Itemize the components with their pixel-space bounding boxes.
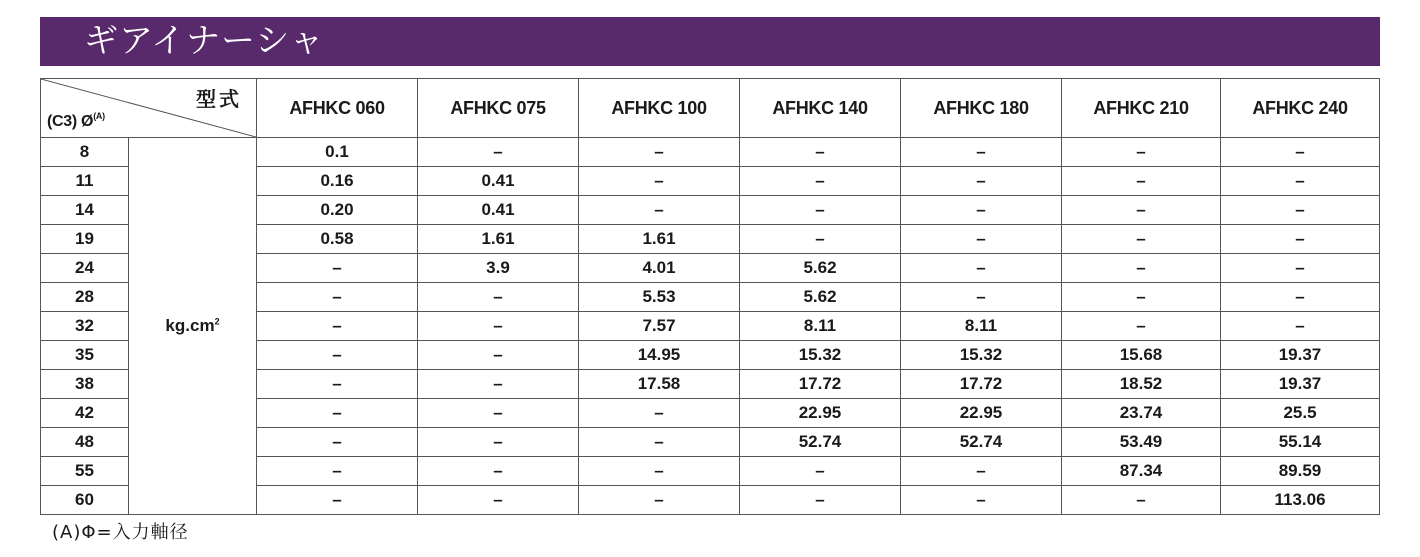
gear-inertia-table <box>40 78 1380 515</box>
shaft-diameter-cell: 60 <box>41 486 129 515</box>
inertia-value-cell: – <box>1062 283 1221 312</box>
inertia-value-cell: 53.49 <box>1062 428 1221 457</box>
inertia-value-cell: – <box>418 486 579 515</box>
inertia-value-cell: 3.9 <box>418 254 579 283</box>
inertia-value-cell: 0.41 <box>418 167 579 196</box>
inertia-value-cell: 19.37 <box>1221 370 1380 399</box>
shaft-diameter-cell: 19 <box>41 225 129 254</box>
inertia-value-cell: – <box>1062 196 1221 225</box>
inertia-value-cell: 15.32 <box>901 341 1062 370</box>
inertia-value-cell: – <box>901 457 1062 486</box>
shaft-diameter-cell: 24 <box>41 254 129 283</box>
shaft-diameter-label <box>47 111 105 131</box>
inertia-value-cell: – <box>257 457 418 486</box>
header-row <box>41 79 1380 138</box>
inertia-value-cell: – <box>1221 283 1380 312</box>
inertia-value-cell: – <box>418 312 579 341</box>
inertia-value-cell: – <box>1062 312 1221 341</box>
inertia-value-cell: – <box>1062 486 1221 515</box>
inertia-value-cell: – <box>901 196 1062 225</box>
inertia-value-cell: – <box>257 254 418 283</box>
inertia-value-cell: – <box>1221 196 1380 225</box>
inertia-value-cell: 5.62 <box>740 283 901 312</box>
inertia-value-cell: – <box>257 283 418 312</box>
inertia-value-cell: – <box>418 399 579 428</box>
inertia-value-cell: 0.58 <box>257 225 418 254</box>
inertia-value-cell: 89.59 <box>1221 457 1380 486</box>
model-header: AFHKC 060 <box>257 79 418 138</box>
inertia-value-cell: 22.95 <box>901 399 1062 428</box>
shaft-diameter-cell: 14 <box>41 196 129 225</box>
inertia-value-cell: – <box>579 196 740 225</box>
shaft-diameter-cell: 11 <box>41 167 129 196</box>
inertia-value-cell: – <box>257 486 418 515</box>
inertia-value-cell: – <box>740 196 901 225</box>
inertia-value-cell: – <box>1221 167 1380 196</box>
inertia-value-cell: 52.74 <box>901 428 1062 457</box>
inertia-value-cell: 23.74 <box>1062 399 1221 428</box>
table-row <box>41 138 1380 167</box>
inertia-value-cell: – <box>901 225 1062 254</box>
inertia-value-cell: – <box>1221 312 1380 341</box>
inertia-value-cell: – <box>257 428 418 457</box>
inertia-value-cell: – <box>1062 254 1221 283</box>
inertia-value-cell: – <box>579 167 740 196</box>
inertia-value-cell: 15.32 <box>740 341 901 370</box>
inertia-value-cell: 14.95 <box>579 341 740 370</box>
title-bar <box>40 17 1380 66</box>
inertia-value-cell: 5.53 <box>579 283 740 312</box>
inertia-value-cell: 7.57 <box>579 312 740 341</box>
inertia-value-cell: – <box>418 341 579 370</box>
inertia-value-cell: 8.11 <box>740 312 901 341</box>
inertia-value-cell: 0.41 <box>418 196 579 225</box>
shaft-diameter-text: (C3) Ø <box>47 113 94 130</box>
inertia-value-cell: 52.74 <box>740 428 901 457</box>
shaft-diameter-cell: 8 <box>41 138 129 167</box>
shaft-diameter-cell: 42 <box>41 399 129 428</box>
inertia-value-cell: – <box>579 486 740 515</box>
inertia-value-cell: – <box>901 486 1062 515</box>
inertia-value-cell: – <box>418 370 579 399</box>
shaft-diameter-cell: 28 <box>41 283 129 312</box>
inertia-value-cell: 19.37 <box>1221 341 1380 370</box>
inertia-value-cell: 17.72 <box>740 370 901 399</box>
table-body <box>41 138 1380 515</box>
inertia-value-cell: – <box>418 283 579 312</box>
inertia-value-cell: – <box>257 399 418 428</box>
inertia-value-cell: – <box>579 457 740 486</box>
inertia-value-cell: 1.61 <box>418 225 579 254</box>
inertia-value-cell: – <box>1062 167 1221 196</box>
corner-header-cell <box>41 79 257 138</box>
inertia-value-cell: – <box>1221 138 1380 167</box>
shaft-diameter-footnote-mark: (A) <box>93 111 105 121</box>
inertia-value-cell: – <box>579 399 740 428</box>
inertia-value-cell: – <box>418 138 579 167</box>
inertia-value-cell: 0.20 <box>257 196 418 225</box>
shaft-diameter-cell: 35 <box>41 341 129 370</box>
inertia-value-cell: – <box>740 167 901 196</box>
inertia-value-cell: 17.72 <box>901 370 1062 399</box>
inertia-value-cell: 5.62 <box>740 254 901 283</box>
inertia-value-cell: – <box>579 138 740 167</box>
inertia-value-cell: 87.34 <box>1062 457 1221 486</box>
inertia-value-cell: 55.14 <box>1221 428 1380 457</box>
inertia-value-cell: 17.58 <box>579 370 740 399</box>
inertia-value-cell: – <box>901 167 1062 196</box>
inertia-value-cell: – <box>257 370 418 399</box>
inertia-value-cell: 113.06 <box>1221 486 1380 515</box>
inertia-value-cell: 22.95 <box>740 399 901 428</box>
footnote: (A)Φ=入力軸径 <box>52 522 189 543</box>
inertia-value-cell: – <box>740 138 901 167</box>
shaft-diameter-cell: 48 <box>41 428 129 457</box>
inertia-value-cell: – <box>418 457 579 486</box>
model-header: AFHKC 140 <box>740 79 901 138</box>
shaft-diameter-cell: 55 <box>41 457 129 486</box>
inertia-value-cell: 4.01 <box>579 254 740 283</box>
inertia-value-cell: 25.5 <box>1221 399 1380 428</box>
unit-cell <box>129 138 257 515</box>
inertia-value-cell: – <box>740 486 901 515</box>
inertia-value-cell: – <box>901 254 1062 283</box>
unit-text: kg.cm <box>165 316 215 335</box>
inertia-value-cell: – <box>1221 254 1380 283</box>
inertia-value-cell: 0.16 <box>257 167 418 196</box>
inertia-value-cell: – <box>740 225 901 254</box>
inertia-value-cell: 1.61 <box>579 225 740 254</box>
inertia-value-cell: – <box>1062 138 1221 167</box>
page-title: ギアイナーシャ <box>84 21 325 61</box>
inertia-value-cell: – <box>579 428 740 457</box>
inertia-value-cell: – <box>1062 225 1221 254</box>
model-type-label: 型式 <box>196 87 242 111</box>
inertia-value-cell: – <box>901 283 1062 312</box>
inertia-value-cell: 15.68 <box>1062 341 1221 370</box>
model-header: AFHKC 210 <box>1062 79 1221 138</box>
shaft-diameter-cell: 32 <box>41 312 129 341</box>
inertia-value-cell: – <box>418 428 579 457</box>
model-header: AFHKC 075 <box>418 79 579 138</box>
inertia-value-cell: 8.11 <box>901 312 1062 341</box>
unit-superscript: 2 <box>214 316 220 327</box>
inertia-value-cell: – <box>1221 225 1380 254</box>
model-header: AFHKC 180 <box>901 79 1062 138</box>
inertia-value-cell: – <box>257 312 418 341</box>
inertia-value-cell: 18.52 <box>1062 370 1221 399</box>
inertia-value-cell: – <box>740 457 901 486</box>
inertia-value-cell: 0.1 <box>257 138 418 167</box>
inertia-value-cell: – <box>257 341 418 370</box>
model-header: AFHKC 100 <box>579 79 740 138</box>
shaft-diameter-cell: 38 <box>41 370 129 399</box>
inertia-value-cell: – <box>901 138 1062 167</box>
model-header: AFHKC 240 <box>1221 79 1380 138</box>
